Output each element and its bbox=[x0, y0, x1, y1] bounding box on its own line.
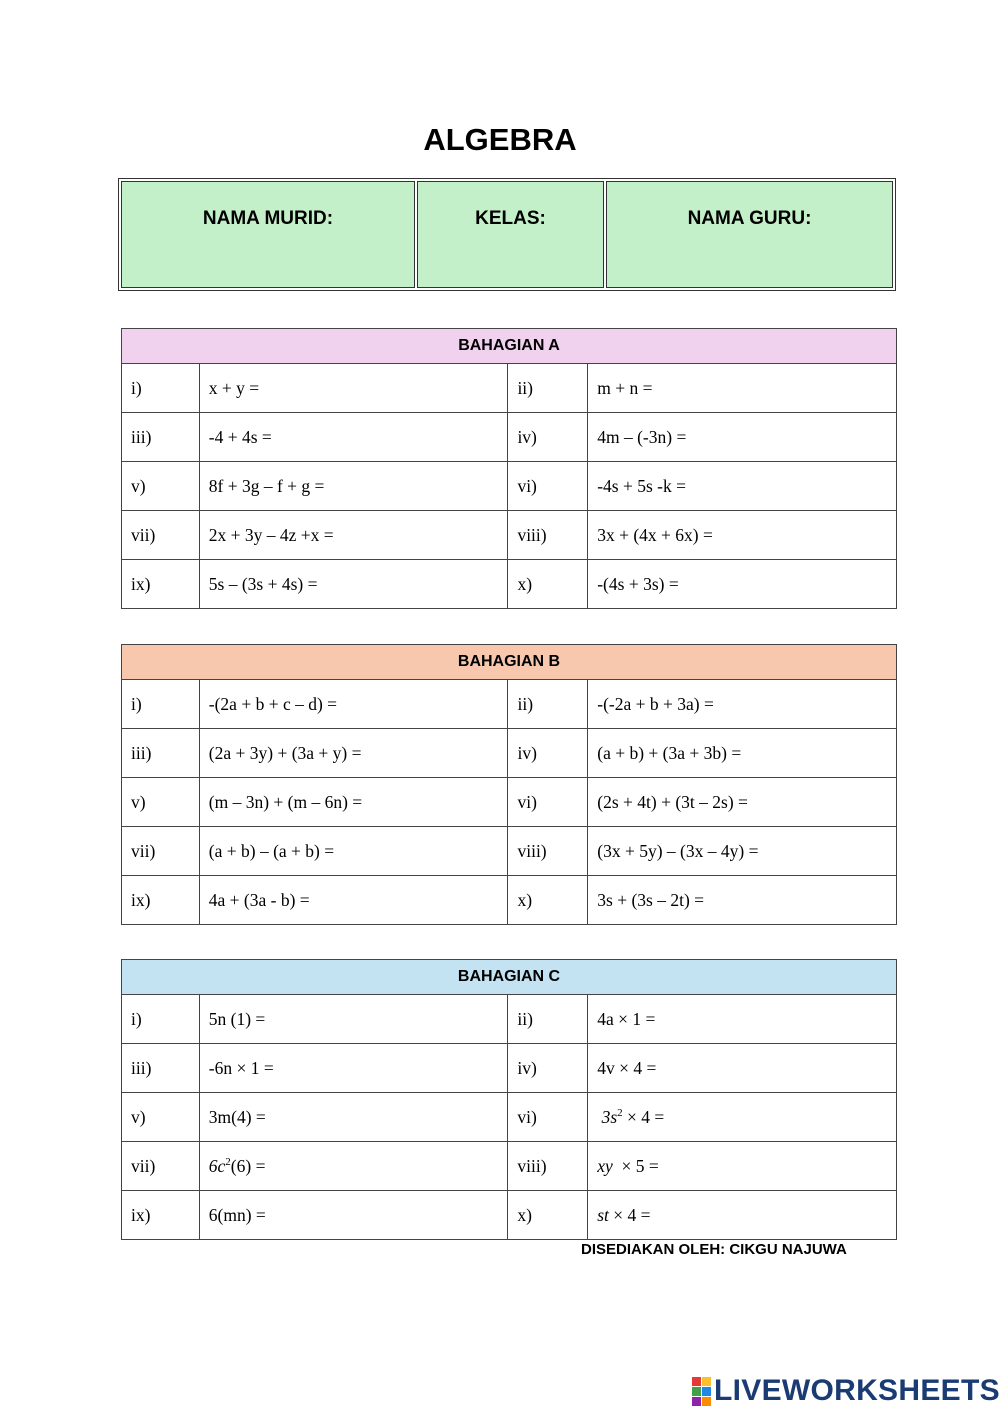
question-expression[interactable]: (2a + 3y) + (3a + y) = bbox=[199, 729, 508, 778]
question-number: iii) bbox=[122, 413, 200, 462]
liveworksheets-logo-icon bbox=[692, 1377, 711, 1406]
table-row bbox=[122, 1044, 897, 1093]
section-b-table bbox=[121, 644, 897, 925]
question-number: viii) bbox=[508, 827, 588, 876]
question-expression[interactable]: 3x + (4x + 6x) = bbox=[588, 511, 897, 560]
expr-variable: st bbox=[597, 1204, 609, 1225]
table-row bbox=[122, 1142, 897, 1191]
question-number: ii) bbox=[508, 680, 588, 729]
question-expression[interactable]: (3x + 5y) – (3x – 4y) = bbox=[588, 827, 897, 876]
table-row bbox=[122, 778, 897, 827]
expr-exponent: 2 bbox=[617, 1106, 623, 1119]
question-expression[interactable]: 4a + (3a - b) = bbox=[199, 876, 508, 925]
question-number: vii) bbox=[122, 1142, 200, 1191]
question-number: vii) bbox=[122, 827, 200, 876]
student-info-box bbox=[118, 178, 896, 291]
question-number: x) bbox=[508, 560, 588, 609]
expr-rest: × 4 = bbox=[608, 1204, 651, 1225]
section-a-header: BAHAGIAN A bbox=[122, 329, 897, 364]
question-number: v) bbox=[122, 1093, 200, 1142]
logo-block bbox=[692, 1377, 701, 1386]
expr-variable: s bbox=[610, 1106, 618, 1127]
question-expression[interactable]: 2x + 3y – 4z +x = bbox=[199, 511, 508, 560]
student-name-field[interactable] bbox=[121, 181, 415, 288]
logo-block bbox=[702, 1387, 711, 1396]
question-number: vii) bbox=[122, 511, 200, 560]
logo-block bbox=[692, 1397, 701, 1406]
question-expression[interactable]: (m – 3n) + (m – 6n) = bbox=[199, 778, 508, 827]
expr-rest: × 5 = bbox=[612, 1155, 659, 1176]
table-row bbox=[122, 995, 897, 1044]
question-number: vi) bbox=[508, 462, 588, 511]
expr-coefficient: 3 bbox=[601, 1106, 611, 1127]
teacher-name-label: NAMA GURU: bbox=[687, 208, 812, 229]
table-row bbox=[122, 1191, 897, 1240]
question-number: v) bbox=[122, 462, 200, 511]
question-number: iv) bbox=[508, 1044, 588, 1093]
question-number: i) bbox=[122, 364, 200, 413]
table-row bbox=[122, 876, 897, 925]
question-number: i) bbox=[122, 680, 200, 729]
question-expression[interactable]: 5n (1) = bbox=[199, 995, 508, 1044]
question-expression[interactable]: 4v × 4 = bbox=[588, 1044, 897, 1093]
table-row bbox=[122, 511, 897, 560]
question-expression[interactable]: 8f + 3g – f + g = bbox=[199, 462, 508, 511]
question-number: ix) bbox=[122, 876, 200, 925]
question-expression[interactable]: -(2a + b + c – d) = bbox=[199, 680, 508, 729]
expr-coefficient: 6 bbox=[208, 1155, 218, 1176]
teacher-name-field[interactable] bbox=[606, 181, 893, 288]
question-expression[interactable]: (a + b) – (a + b) = bbox=[199, 827, 508, 876]
question-number: viii) bbox=[508, 1142, 588, 1191]
question-number: vi) bbox=[508, 1093, 588, 1142]
table-row bbox=[122, 680, 897, 729]
question-number: ix) bbox=[122, 1191, 200, 1240]
student-name-label: NAMA MURID: bbox=[202, 208, 334, 229]
question-number: ix) bbox=[122, 560, 200, 609]
question-expression[interactable]: -6n × 1 = bbox=[199, 1044, 508, 1093]
class-field[interactable] bbox=[417, 181, 604, 288]
question-expression[interactable]: 6(mn) = bbox=[199, 1191, 508, 1240]
question-expression[interactable] bbox=[588, 1142, 897, 1191]
section-b-header: BAHAGIAN B bbox=[122, 645, 897, 680]
question-number: iv) bbox=[508, 729, 588, 778]
table-row bbox=[122, 462, 897, 511]
logo-block bbox=[702, 1397, 711, 1406]
question-number: ii) bbox=[508, 995, 588, 1044]
question-number: viii) bbox=[508, 511, 588, 560]
question-number: i) bbox=[122, 995, 200, 1044]
question-expression[interactable]: -4 + 4s = bbox=[199, 413, 508, 462]
question-expression[interactable]: -(4s + 3s) = bbox=[588, 560, 897, 609]
question-number: vi) bbox=[508, 778, 588, 827]
question-expression[interactable]: 3m(4) = bbox=[199, 1093, 508, 1142]
expr-rest: × 4 = bbox=[622, 1106, 665, 1127]
question-expression[interactable]: 3s + (3s – 2t) = bbox=[588, 876, 897, 925]
table-row bbox=[122, 560, 897, 609]
question-expression[interactable] bbox=[588, 1093, 897, 1142]
logo-block bbox=[702, 1377, 711, 1386]
question-number: x) bbox=[508, 876, 588, 925]
expr-exponent: 2 bbox=[225, 1155, 231, 1168]
table-row bbox=[122, 729, 897, 778]
question-number: x) bbox=[508, 1191, 588, 1240]
question-expression[interactable]: m + n = bbox=[588, 364, 897, 413]
expr-variable: xy bbox=[597, 1155, 613, 1176]
question-number: v) bbox=[122, 778, 200, 827]
question-expression[interactable]: 5s – (3s + 4s) = bbox=[199, 560, 508, 609]
expr-variable: c bbox=[217, 1155, 226, 1176]
question-number: ii) bbox=[508, 364, 588, 413]
question-expression[interactable]: -(-2a + b + 3a) = bbox=[588, 680, 897, 729]
liveworksheets-wordmark: LIVEWORKSHEETS bbox=[714, 1374, 1000, 1407]
liveworksheets-logo[interactable] bbox=[692, 1374, 1000, 1408]
table-row bbox=[122, 364, 897, 413]
question-expression[interactable] bbox=[588, 1191, 897, 1240]
table-row bbox=[122, 1093, 897, 1142]
page-title: ALGEBRA bbox=[423, 122, 577, 157]
question-number: iv) bbox=[508, 413, 588, 462]
question-expression[interactable]: (2s + 4t) + (3t – 2s) = bbox=[588, 778, 897, 827]
question-expression[interactable]: x + y = bbox=[199, 364, 508, 413]
question-expression[interactable]: (a + b) + (3a + 3b) = bbox=[588, 729, 897, 778]
expr-rest: (6) = bbox=[230, 1155, 266, 1176]
logo-block bbox=[692, 1387, 701, 1396]
section-c-header: BAHAGIAN C bbox=[122, 960, 897, 995]
question-expression[interactable]: -4s + 5s -k = bbox=[588, 462, 897, 511]
question-number: iii) bbox=[122, 729, 200, 778]
class-label: KELAS: bbox=[475, 208, 546, 229]
prepared-by-credit: DISEDIAKAN OLEH: CIKGU NAJUWA bbox=[581, 1241, 847, 1258]
section-c-table bbox=[121, 959, 897, 1240]
question-expression[interactable]: 4a × 1 = bbox=[588, 995, 897, 1044]
question-expression[interactable] bbox=[199, 1142, 508, 1191]
question-expression[interactable]: 4m – (-3n) = bbox=[588, 413, 897, 462]
table-row bbox=[122, 827, 897, 876]
table-row bbox=[122, 413, 897, 462]
question-number: iii) bbox=[122, 1044, 200, 1093]
section-a-table bbox=[121, 328, 897, 609]
